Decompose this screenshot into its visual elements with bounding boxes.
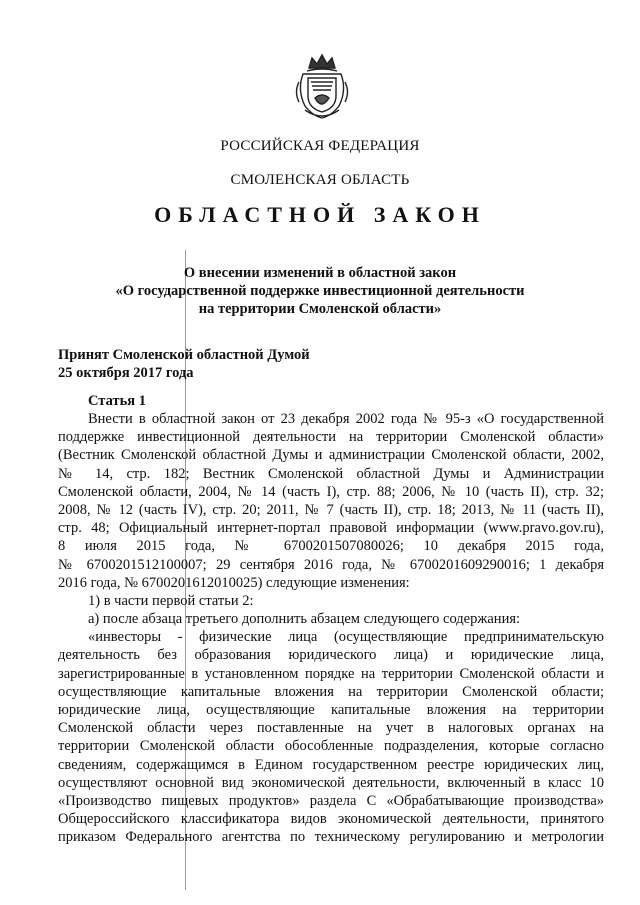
- article-line: зарегистрированные в установленном порядке на территории Смоленской области и: [58, 665, 604, 682]
- region-heading: СМОЛЕНСКАЯ ОБЛАСТЬ: [230, 172, 410, 188]
- article-line: Общероссийского классификатора видов экономической деятельности, принятого: [58, 811, 604, 828]
- article-line: деятельность без образования юридического лица) и юридические лица,: [58, 647, 604, 664]
- country-heading: РОССИЙСКАЯ ФЕДЕРАЦИЯ: [220, 138, 420, 154]
- article-line: «инвесторы - физические лица (осуществляющие предпринимательскую: [88, 629, 604, 646]
- article-line: 2008, № 12 (часть IV), стр. 20; 2011, № 7 (часть II), стр. 18; 2013, № 11 (часть II),: [58, 501, 604, 518]
- subject-line: на территории Смоленской области»: [198, 301, 442, 317]
- article-line: приказом Федерального агентства по техническому регулированию и метрологии: [58, 829, 604, 846]
- article-line: № 14, стр. 182; Вестник Смоленской областной Думы и Администрации: [58, 465, 604, 482]
- article-line: № 6700201512100007; 29 сентября 2016 года, № 6700201609290016; 1 декабря: [58, 556, 604, 573]
- article-line: осуществляют основной вид экономической деятельности, включенный в класс 10: [58, 774, 604, 791]
- article-line: поддержке инвестиционной деятельности на территории Смоленской области»: [58, 429, 604, 446]
- article-line: стр. 48; Официальный интернет-портал правовой информации (www.pravo.gov.ru),: [58, 520, 604, 537]
- adoption-date: 25 октября 2017 года: [58, 365, 194, 381]
- article-line: 8 июля 2015 года, № 6700201507080026; 10 декабря 2015 года,: [58, 538, 604, 555]
- article-line: а) после абзаца третьего дополнить абзацем следующего содержания:: [88, 611, 521, 628]
- article-line: 2016 года, № 6700201612010025) следующие изменения:: [58, 574, 410, 591]
- article-line: Смоленской области, 2004, № 14 (часть I), стр. 88; 2006, № 10 (часть II), стр. 32;: [58, 483, 604, 500]
- article-line: Внести в областной закон от 23 декабря 2002 года № 95-з «О государственной: [88, 411, 604, 427]
- law-subject: [0, 264, 640, 318]
- article-line: юридические лица, осуществляющие капитальные вложения на территории: [58, 702, 604, 718]
- article-line: 1) в части первой статьи 2:: [88, 592, 254, 609]
- subject-line: О внесении изменений в областной закон: [183, 265, 457, 281]
- article-body: [58, 410, 604, 847]
- article-line: осуществляющие капитальные вложения на территории Смоленской области;: [58, 683, 604, 700]
- article-line: (Вестник Смоленской областной Думы и администрации Смоленской области, 2002,: [58, 447, 604, 464]
- document-type-heading: ОБЛАСТНОЙ ЗАКОН: [154, 202, 486, 227]
- subject-line: «О государственной поддержке инвестиционной деятельности: [115, 283, 525, 299]
- adoption-info: [58, 346, 310, 382]
- article-line: Смоленской области через поставленные на учет в налоговых органах на: [58, 720, 604, 737]
- smolensk-coat-of-arms-icon: [291, 52, 353, 120]
- article-title: Статья 1: [88, 393, 146, 409]
- article-line: «Производство пищевых продуктов» раздела С «Обрабатывающие производства»: [58, 792, 604, 809]
- adopted-by: Принят Смоленской областной Думой: [58, 347, 310, 363]
- article-line: территории Смоленской области обособленные подразделения, которые согласно: [58, 738, 604, 755]
- article-line: сведениям, содержащимся в Едином государственном реестре юридических лиц,: [58, 756, 604, 773]
